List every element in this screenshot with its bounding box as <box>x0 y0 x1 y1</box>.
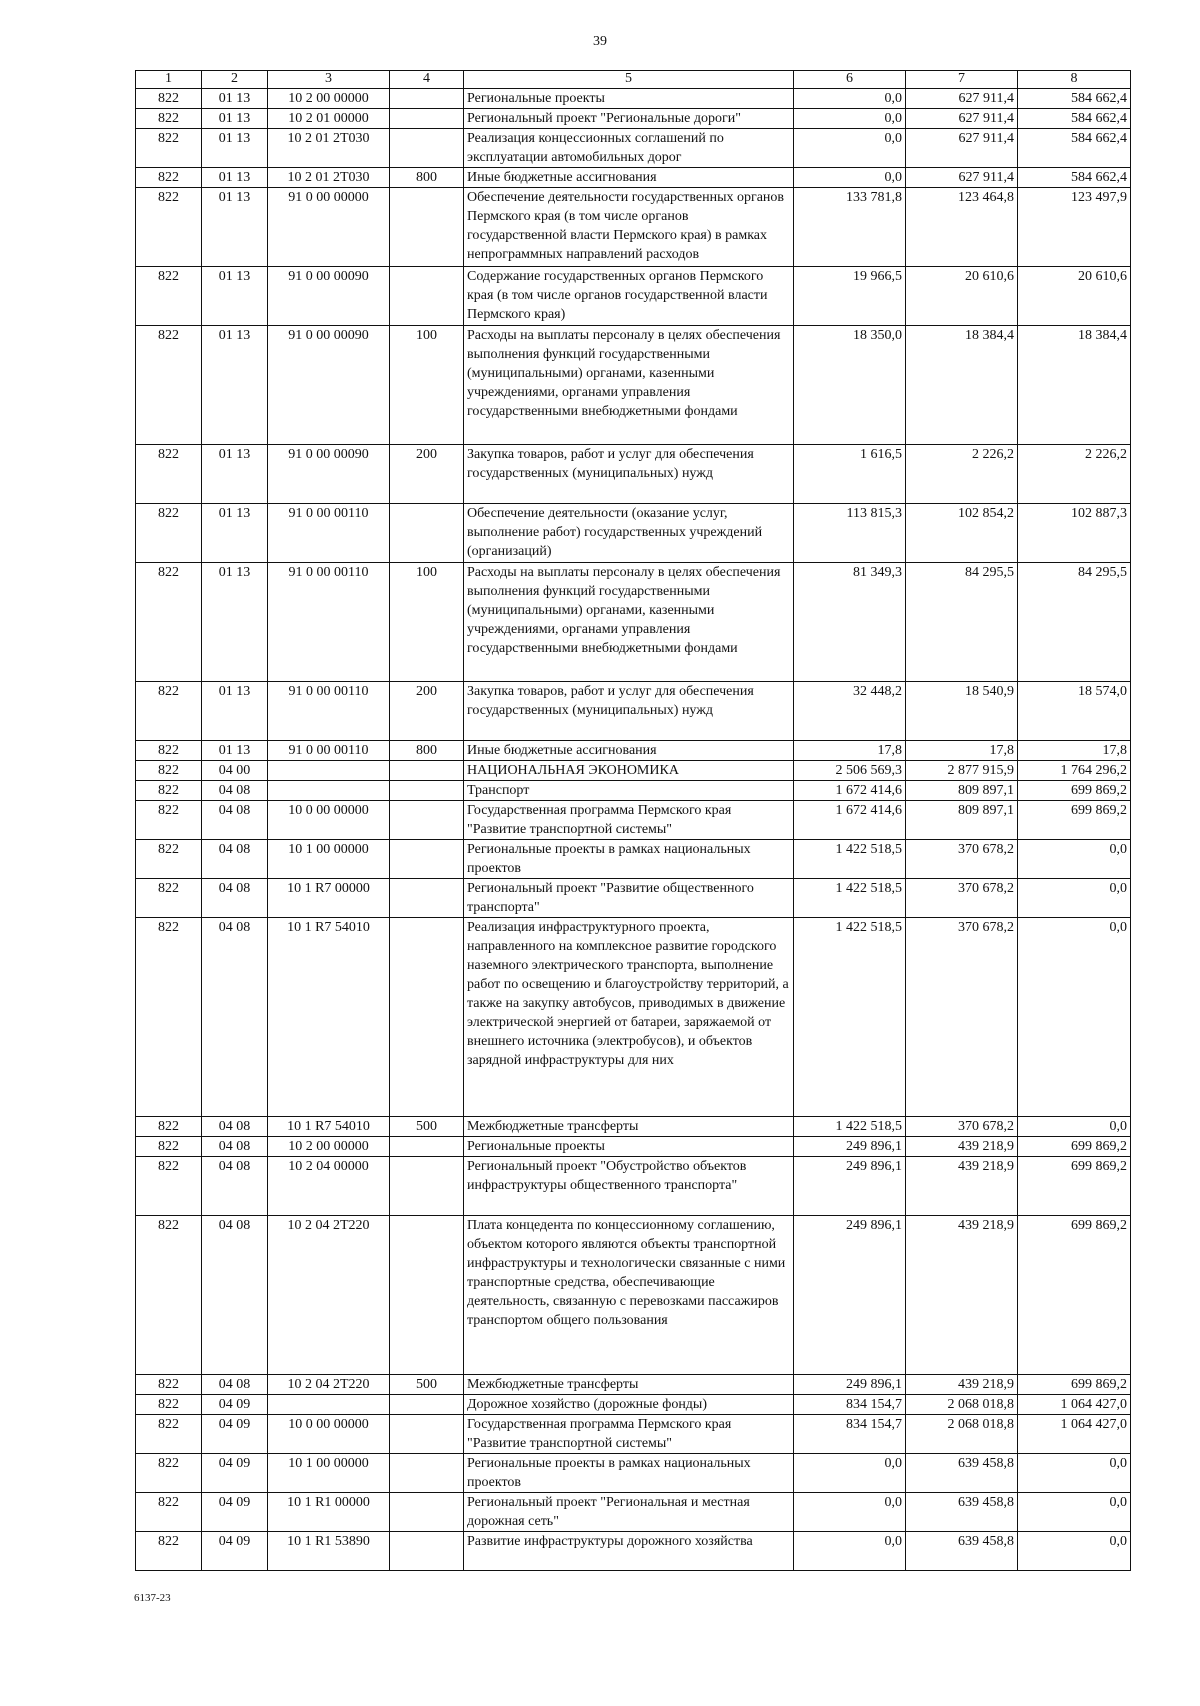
table-row <box>136 1532 1131 1571</box>
section-code-cell: 04 08 <box>202 1137 268 1157</box>
description-cell: НАЦИОНАЛЬНАЯ ЭКОНОМИКА <box>464 761 794 781</box>
amount-year2-cell: 439 218,9 <box>906 1375 1018 1395</box>
section-code-cell: 01 13 <box>202 267 268 326</box>
expense-type-cell: 100 <box>390 563 464 682</box>
ministry-code-cell: 822 <box>136 1415 202 1454</box>
section-code-cell: 04 08 <box>202 781 268 801</box>
expense-type-cell <box>390 879 464 918</box>
description-cell: Обеспечение деятельности государственных органов Пермского края (в том числе органов государственной власти Пермского края) в рамках непрограммных направлений расходов <box>464 188 794 267</box>
section-code-cell: 01 13 <box>202 188 268 267</box>
amount-year3-cell: 123 497,9 <box>1018 188 1131 267</box>
table-row <box>136 1454 1131 1493</box>
ministry-code-cell: 822 <box>136 563 202 682</box>
table-row <box>136 326 1131 445</box>
table-row <box>136 445 1131 504</box>
table-row <box>136 741 1131 761</box>
amount-year3-cell: 699 869,2 <box>1018 801 1131 840</box>
table-row <box>136 109 1131 129</box>
amount-year3-cell: 584 662,4 <box>1018 89 1131 109</box>
target-article-cell: 91 0 00 00110 <box>268 563 390 682</box>
amount-year2-cell: 370 678,2 <box>906 1117 1018 1137</box>
target-article-cell: 10 2 04 2Т220 <box>268 1216 390 1375</box>
amount-year1-cell: 834 154,7 <box>794 1415 906 1454</box>
amount-year1-cell: 249 896,1 <box>794 1216 906 1375</box>
table-row <box>136 504 1131 563</box>
amount-year2-cell: 809 897,1 <box>906 781 1018 801</box>
amount-year1-cell: 1 422 518,5 <box>794 879 906 918</box>
table-row <box>136 129 1131 168</box>
table-row <box>136 1395 1131 1415</box>
amount-year3-cell: 0,0 <box>1018 840 1131 879</box>
amount-year3-cell: 1 064 427,0 <box>1018 1415 1131 1454</box>
amount-year1-cell: 1 672 414,6 <box>794 781 906 801</box>
amount-year2-cell: 439 218,9 <box>906 1137 1018 1157</box>
amount-year3-cell: 699 869,2 <box>1018 781 1131 801</box>
table-row <box>136 188 1131 267</box>
amount-year3-cell: 1 764 296,2 <box>1018 761 1131 781</box>
target-article-cell: 10 1 R7 54010 <box>268 918 390 1117</box>
table-row <box>136 840 1131 879</box>
expense-type-cell: 800 <box>390 168 464 188</box>
ministry-code-cell: 822 <box>136 761 202 781</box>
amount-year1-cell: 2 506 569,3 <box>794 761 906 781</box>
table-row <box>136 1493 1131 1532</box>
description-cell: Межбюджетные трансферты <box>464 1117 794 1137</box>
description-cell: Расходы на выплаты персоналу в целях обеспечения выполнения функций государственными (муниципальными) органами, казенными учреждениями, органами управления государственными внебюджетными фондами <box>464 326 794 445</box>
description-cell: Дорожное хозяйство (дорожные фонды) <box>464 1395 794 1415</box>
description-cell: Плата концедента по концессионному соглашению, объектом которого являются объекты транспортной инфраструктуры и технологически связанные с ними транспортные средства, обеспечивающие деятельность, связанную с перевозками пассажиров транспортом общего пользования <box>464 1216 794 1375</box>
amount-year3-cell: 699 869,2 <box>1018 1137 1131 1157</box>
expense-type-cell <box>390 188 464 267</box>
target-article-cell: 91 0 00 00090 <box>268 326 390 445</box>
section-code-cell: 01 13 <box>202 445 268 504</box>
ministry-code-cell: 822 <box>136 1395 202 1415</box>
page-number: 39 <box>593 34 607 49</box>
section-code-cell: 01 13 <box>202 326 268 445</box>
ministry-code-cell: 822 <box>136 1216 202 1375</box>
amount-year3-cell: 18 384,4 <box>1018 326 1131 445</box>
section-code-cell: 01 13 <box>202 129 268 168</box>
ministry-code-cell: 822 <box>136 1157 202 1216</box>
amount-year1-cell: 1 616,5 <box>794 445 906 504</box>
section-code-cell: 04 08 <box>202 1117 268 1137</box>
header-cell-1: 1 <box>136 71 202 89</box>
section-code-cell: 01 13 <box>202 682 268 741</box>
amount-year3-cell: 584 662,4 <box>1018 129 1131 168</box>
target-article-cell: 10 2 00 00000 <box>268 89 390 109</box>
section-code-cell: 04 08 <box>202 879 268 918</box>
description-cell: Обеспечение деятельности (оказание услуг, выполнение работ) государственных учреждений (организаций) <box>464 504 794 563</box>
amount-year3-cell: 20 610,6 <box>1018 267 1131 326</box>
description-cell: Региональный проект "Региональные дороги" <box>464 109 794 129</box>
amount-year3-cell: 584 662,4 <box>1018 168 1131 188</box>
ministry-code-cell: 822 <box>136 918 202 1117</box>
target-article-cell: 10 1 R1 53890 <box>268 1532 390 1571</box>
ministry-code-cell: 822 <box>136 1117 202 1137</box>
section-code-cell: 04 08 <box>202 840 268 879</box>
expense-type-cell <box>390 1493 464 1532</box>
section-code-cell: 04 09 <box>202 1395 268 1415</box>
amount-year3-cell: 17,8 <box>1018 741 1131 761</box>
ministry-code-cell: 822 <box>136 188 202 267</box>
ministry-code-cell: 822 <box>136 781 202 801</box>
amount-year2-cell: 439 218,9 <box>906 1216 1018 1375</box>
table-row <box>136 1216 1131 1375</box>
expense-type-cell <box>390 801 464 840</box>
amount-year1-cell: 1 422 518,5 <box>794 1117 906 1137</box>
description-cell: Содержание государственных органов Пермского края (в том числе органов государственной власти Пермского края) <box>464 267 794 326</box>
ministry-code-cell: 822 <box>136 129 202 168</box>
header-row <box>136 71 1131 89</box>
section-code-cell: 01 13 <box>202 109 268 129</box>
table-row <box>136 781 1131 801</box>
expense-type-cell <box>390 1216 464 1375</box>
amount-year3-cell: 699 869,2 <box>1018 1375 1131 1395</box>
target-article-cell: 10 2 01 2Т030 <box>268 168 390 188</box>
ministry-code-cell: 822 <box>136 1375 202 1395</box>
amount-year2-cell: 123 464,8 <box>906 188 1018 267</box>
target-article-cell: 91 0 00 00110 <box>268 741 390 761</box>
target-article-cell: 10 1 00 00000 <box>268 840 390 879</box>
amount-year3-cell: 2 226,2 <box>1018 445 1131 504</box>
amount-year2-cell: 370 678,2 <box>906 840 1018 879</box>
amount-year1-cell: 0,0 <box>794 109 906 129</box>
amount-year3-cell: 102 887,3 <box>1018 504 1131 563</box>
expense-type-cell <box>390 1532 464 1571</box>
table-row <box>136 1137 1131 1157</box>
amount-year2-cell: 627 911,4 <box>906 89 1018 109</box>
header-cell-5: 5 <box>464 71 794 89</box>
section-code-cell: 01 13 <box>202 504 268 563</box>
description-cell: Региональный проект "Региональная и местная дорожная сеть" <box>464 1493 794 1532</box>
table-row <box>136 918 1131 1117</box>
amount-year1-cell: 113 815,3 <box>794 504 906 563</box>
amount-year1-cell: 133 781,8 <box>794 188 906 267</box>
target-article-cell: 91 0 00 00110 <box>268 504 390 563</box>
amount-year1-cell: 1 672 414,6 <box>794 801 906 840</box>
amount-year1-cell: 249 896,1 <box>794 1157 906 1216</box>
amount-year2-cell: 639 458,8 <box>906 1493 1018 1532</box>
table-row <box>136 1117 1131 1137</box>
amount-year1-cell: 1 422 518,5 <box>794 918 906 1117</box>
ministry-code-cell: 822 <box>136 445 202 504</box>
expense-type-cell: 500 <box>390 1375 464 1395</box>
target-article-cell: 10 1 R7 54010 <box>268 1117 390 1137</box>
table-row <box>136 801 1131 840</box>
amount-year2-cell: 18 540,9 <box>906 682 1018 741</box>
target-article-cell: 10 1 R7 00000 <box>268 879 390 918</box>
amount-year2-cell: 627 911,4 <box>906 109 1018 129</box>
expense-type-cell <box>390 1157 464 1216</box>
expense-type-cell <box>390 1415 464 1454</box>
target-article-cell: 10 2 01 2Т030 <box>268 129 390 168</box>
ministry-code-cell: 822 <box>136 326 202 445</box>
ministry-code-cell: 822 <box>136 109 202 129</box>
header-cell-2: 2 <box>202 71 268 89</box>
amount-year1-cell: 0,0 <box>794 1532 906 1571</box>
section-code-cell: 04 08 <box>202 1375 268 1395</box>
table-row <box>136 563 1131 682</box>
table-row <box>136 267 1131 326</box>
amount-year3-cell: 0,0 <box>1018 1493 1131 1532</box>
section-code-cell: 01 13 <box>202 563 268 682</box>
amount-year1-cell: 32 448,2 <box>794 682 906 741</box>
section-code-cell: 04 08 <box>202 801 268 840</box>
ministry-code-cell: 822 <box>136 89 202 109</box>
amount-year2-cell: 639 458,8 <box>906 1454 1018 1493</box>
description-cell: Региональные проекты в рамках национальных проектов <box>464 1454 794 1493</box>
amount-year1-cell: 0,0 <box>794 89 906 109</box>
header-cell-4: 4 <box>390 71 464 89</box>
description-cell: Региональные проекты в рамках национальных проектов <box>464 840 794 879</box>
description-cell: Государственная программа Пермского края "Развитие транспортной системы" <box>464 1415 794 1454</box>
amount-year1-cell: 249 896,1 <box>794 1137 906 1157</box>
expense-type-cell <box>390 129 464 168</box>
amount-year2-cell: 2 877 915,9 <box>906 761 1018 781</box>
section-code-cell: 04 08 <box>202 1157 268 1216</box>
section-code-cell: 04 09 <box>202 1415 268 1454</box>
table-row <box>136 168 1131 188</box>
section-code-cell: 04 09 <box>202 1454 268 1493</box>
expense-type-cell <box>390 781 464 801</box>
expense-type-cell <box>390 267 464 326</box>
section-code-cell: 04 08 <box>202 1216 268 1375</box>
amount-year2-cell: 2 226,2 <box>906 445 1018 504</box>
table-row <box>136 1375 1131 1395</box>
description-cell: Развитие инфраструктуры дорожного хозяйства <box>464 1532 794 1571</box>
section-code-cell: 01 13 <box>202 168 268 188</box>
expense-type-cell: 500 <box>390 1117 464 1137</box>
section-code-cell: 04 09 <box>202 1532 268 1571</box>
ministry-code-cell: 822 <box>136 1137 202 1157</box>
amount-year1-cell: 19 966,5 <box>794 267 906 326</box>
amount-year3-cell: 84 295,5 <box>1018 563 1131 682</box>
header-cell-7: 7 <box>906 71 1018 89</box>
section-code-cell: 04 09 <box>202 1493 268 1532</box>
ministry-code-cell: 822 <box>136 504 202 563</box>
header-cell-3: 3 <box>268 71 390 89</box>
ministry-code-cell: 822 <box>136 267 202 326</box>
description-cell: Транспорт <box>464 781 794 801</box>
section-code-cell: 04 08 <box>202 918 268 1117</box>
amount-year2-cell: 2 068 018,8 <box>906 1395 1018 1415</box>
table-row <box>136 879 1131 918</box>
target-article-cell <box>268 1395 390 1415</box>
amount-year3-cell: 0,0 <box>1018 1532 1131 1571</box>
amount-year1-cell: 1 422 518,5 <box>794 840 906 879</box>
expense-type-cell <box>390 761 464 781</box>
description-cell: Региональный проект "Развитие общественного транспорта" <box>464 879 794 918</box>
expense-type-cell <box>390 918 464 1117</box>
description-cell: Иные бюджетные ассигнования <box>464 741 794 761</box>
table-body <box>136 89 1131 1571</box>
target-article-cell: 10 2 00 00000 <box>268 1137 390 1157</box>
amount-year1-cell: 0,0 <box>794 168 906 188</box>
expense-type-cell: 200 <box>390 682 464 741</box>
amount-year2-cell: 627 911,4 <box>906 129 1018 168</box>
expense-type-cell <box>390 840 464 879</box>
amount-year3-cell: 699 869,2 <box>1018 1216 1131 1375</box>
target-article-cell: 91 0 00 00090 <box>268 445 390 504</box>
section-code-cell: 04 00 <box>202 761 268 781</box>
target-article-cell <box>268 781 390 801</box>
table-row <box>136 761 1131 781</box>
amount-year1-cell: 0,0 <box>794 129 906 168</box>
description-cell: Межбюджетные трансферты <box>464 1375 794 1395</box>
expense-type-cell <box>390 89 464 109</box>
ministry-code-cell: 822 <box>136 741 202 761</box>
amount-year2-cell: 639 458,8 <box>906 1532 1018 1571</box>
header-cell-6: 6 <box>794 71 906 89</box>
description-cell: Закупка товаров, работ и услуг для обеспечения государственных (муниципальных) нужд <box>464 445 794 504</box>
amount-year2-cell: 20 610,6 <box>906 267 1018 326</box>
table-row <box>136 89 1131 109</box>
amount-year2-cell: 809 897,1 <box>906 801 1018 840</box>
table-row <box>136 682 1131 741</box>
amount-year2-cell: 370 678,2 <box>906 879 1018 918</box>
header-cell-8: 8 <box>1018 71 1131 89</box>
amount-year2-cell: 2 068 018,8 <box>906 1415 1018 1454</box>
target-article-cell: 10 2 04 00000 <box>268 1157 390 1216</box>
description-cell: Иные бюджетные ассигнования <box>464 168 794 188</box>
ministry-code-cell: 822 <box>136 801 202 840</box>
target-article-cell: 10 2 04 2Т220 <box>268 1375 390 1395</box>
expense-type-cell: 200 <box>390 445 464 504</box>
description-cell: Региональный проект "Обустройство объектов инфраструктуры общественного транспорта" <box>464 1157 794 1216</box>
amount-year1-cell: 249 896,1 <box>794 1375 906 1395</box>
target-article-cell: 10 0 00 00000 <box>268 801 390 840</box>
amount-year1-cell: 81 349,3 <box>794 563 906 682</box>
target-article-cell: 91 0 00 00090 <box>268 267 390 326</box>
amount-year3-cell: 0,0 <box>1018 879 1131 918</box>
description-cell: Региональные проекты <box>464 89 794 109</box>
description-cell: Реализация инфраструктурного проекта, направленного на комплексное развитие городского наземного электрического транспорта, выполнение работ по освещению и благоустройству территорий, а также на закупку автобусов, приводимых в движение электрической энергией от батареи, заряжаемой от внешнего источника (электробусов), и объектов зарядной инфраструктуры для них <box>464 918 794 1117</box>
ministry-code-cell: 822 <box>136 1454 202 1493</box>
section-code-cell: 01 13 <box>202 89 268 109</box>
amount-year3-cell: 0,0 <box>1018 1454 1131 1493</box>
target-article-cell: 91 0 00 00000 <box>268 188 390 267</box>
expense-type-cell <box>390 504 464 563</box>
expense-type-cell: 100 <box>390 326 464 445</box>
expense-type-cell <box>390 1137 464 1157</box>
amount-year3-cell: 699 869,2 <box>1018 1157 1131 1216</box>
amount-year3-cell: 1 064 427,0 <box>1018 1395 1131 1415</box>
expense-type-cell <box>390 109 464 129</box>
description-cell: Реализация концессионных соглашений по эксплуатации автомобильных дорог <box>464 129 794 168</box>
ministry-code-cell: 822 <box>136 1532 202 1571</box>
amount-year1-cell: 18 350,0 <box>794 326 906 445</box>
section-code-cell: 01 13 <box>202 741 268 761</box>
expense-type-cell <box>390 1454 464 1493</box>
description-cell: Закупка товаров, работ и услуг для обеспечения государственных (муниципальных) нужд <box>464 682 794 741</box>
target-article-cell: 10 1 00 00000 <box>268 1454 390 1493</box>
amount-year1-cell: 0,0 <box>794 1493 906 1532</box>
table-row <box>136 1415 1131 1454</box>
target-article-cell: 10 0 00 00000 <box>268 1415 390 1454</box>
table-row <box>136 1157 1131 1216</box>
budget-table <box>135 70 1131 1571</box>
amount-year1-cell: 834 154,7 <box>794 1395 906 1415</box>
amount-year1-cell: 17,8 <box>794 741 906 761</box>
description-cell: Расходы на выплаты персоналу в целях обеспечения выполнения функций государственными (муниципальными) органами, казенными учреждениями, органами управления государственными внебюджетными фондами <box>464 563 794 682</box>
amount-year2-cell: 102 854,2 <box>906 504 1018 563</box>
amount-year2-cell: 439 218,9 <box>906 1157 1018 1216</box>
amount-year2-cell: 84 295,5 <box>906 563 1018 682</box>
ministry-code-cell: 822 <box>136 168 202 188</box>
ministry-code-cell: 822 <box>136 840 202 879</box>
amount-year2-cell: 370 678,2 <box>906 918 1018 1117</box>
footer-code: 6137-23 <box>134 1592 171 1604</box>
amount-year2-cell: 627 911,4 <box>906 168 1018 188</box>
expense-type-cell: 800 <box>390 741 464 761</box>
ministry-code-cell: 822 <box>136 879 202 918</box>
ministry-code-cell: 822 <box>136 682 202 741</box>
amount-year3-cell: 584 662,4 <box>1018 109 1131 129</box>
amount-year2-cell: 18 384,4 <box>906 326 1018 445</box>
description-cell: Государственная программа Пермского края "Развитие транспортной системы" <box>464 801 794 840</box>
target-article-cell <box>268 761 390 781</box>
ministry-code-cell: 822 <box>136 1493 202 1532</box>
description-cell: Региональные проекты <box>464 1137 794 1157</box>
target-article-cell: 10 1 R1 00000 <box>268 1493 390 1532</box>
amount-year3-cell: 18 574,0 <box>1018 682 1131 741</box>
expense-type-cell <box>390 1395 464 1415</box>
amount-year2-cell: 17,8 <box>906 741 1018 761</box>
amount-year1-cell: 0,0 <box>794 1454 906 1493</box>
amount-year3-cell: 0,0 <box>1018 1117 1131 1137</box>
target-article-cell: 91 0 00 00110 <box>268 682 390 741</box>
target-article-cell: 10 2 01 00000 <box>268 109 390 129</box>
amount-year3-cell: 0,0 <box>1018 918 1131 1117</box>
